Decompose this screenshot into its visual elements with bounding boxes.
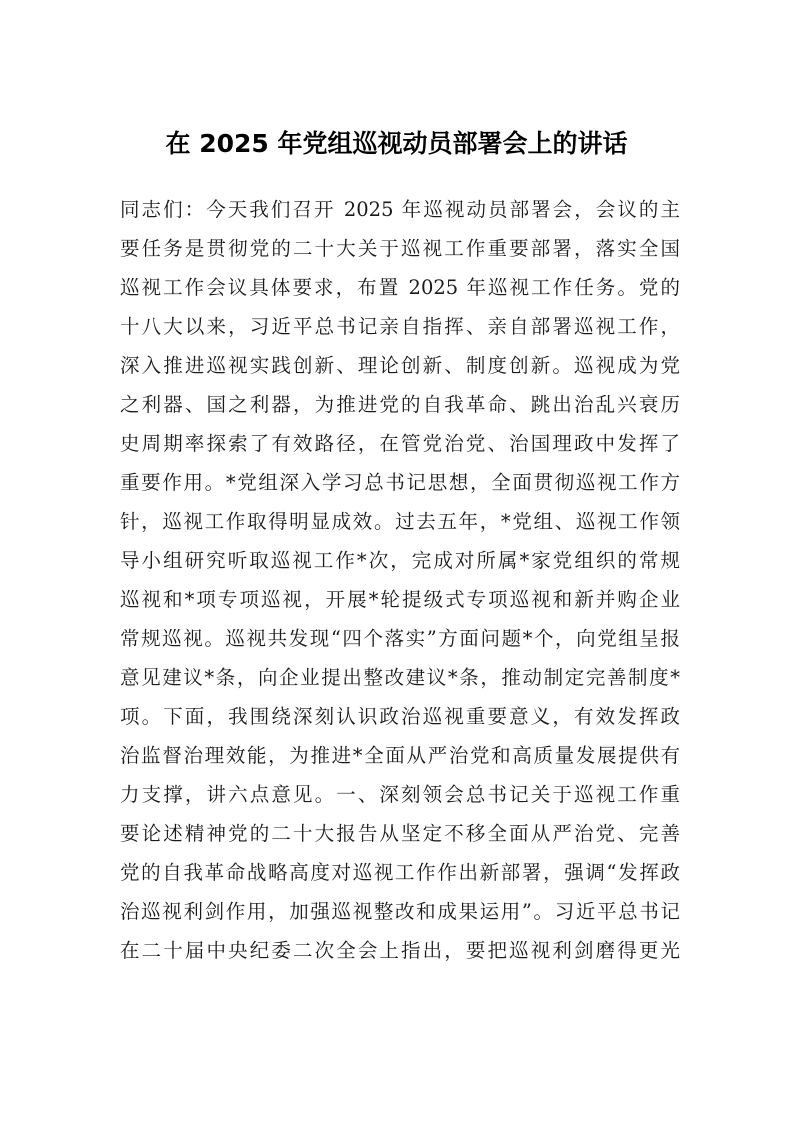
body-line: 力支撑，讲六点意见。一、深刻领会总书记关于巡视工作重	[120, 783, 680, 806]
body-line: 要论述精神党的二十大报告从坚定不移全面从严治党、完善	[120, 822, 680, 845]
body-line: 要任务是贯彻党的二十大关于巡视工作重要部署，落实全国	[120, 237, 680, 260]
body-line: 治监督治理效能，为推进*全面从严治党和高质量发展提供有	[120, 744, 680, 767]
body-line: 巡视工作会议具体要求，布置 2025 年巡视工作任务。党的	[120, 276, 680, 299]
body-line: 深入推进巡视实践创新、理论创新、制度创新。巡视成为党	[120, 354, 680, 377]
body-line: 史周期率探索了有效路径，在管党治党、治国理政中发挥了	[120, 432, 680, 455]
body-line: 党的自我革命战略高度对巡视工作作出新部署，强调“发挥政	[120, 861, 680, 884]
body-line: 之利器、国之利器，为推进党的自我革命、跳出治乱兴衰历	[120, 393, 680, 416]
document-title: 在 2025 年党组巡视动员部署会上的讲话	[165, 129, 628, 158]
body-line: 在二十届中央纪委二次全会上指出，要把巡视利剑磨得更光	[120, 939, 680, 962]
body-line: 同志们：今天我们召开 2025 年巡视动员部署会，会议的主	[120, 198, 680, 221]
body-line: 治巡视利剑作用，加强巡视整改和成果运用”。习近平总书记	[120, 900, 680, 923]
body-line: 意见建议*条，向企业提出整改建议*条，推动制定完善制度*	[120, 666, 680, 689]
document-body	[120, 190, 680, 970]
body-line: 十八大以来，习近平总书记亲自指挥、亲自部署巡视工作，	[120, 315, 680, 338]
body-line: 项。下面，我围绕深刻认识政治巡视重要意义，有效发挥政	[120, 705, 680, 728]
body-line: 重要作用。*党组深入学习总书记思想，全面贯彻巡视工作方	[120, 471, 680, 494]
body-line: 针，巡视工作取得明显成效。过去五年，*党组、巡视工作领	[120, 510, 680, 533]
body-line: 导小组研究听取巡视工作*次，完成对所属*家党组织的常规	[120, 549, 680, 572]
body-line: 巡视和*项专项巡视，开展*轮提级式专项巡视和新并购企业	[120, 588, 680, 611]
body-line: 常规巡视。巡视共发现“四个落实”方面问题*个，向党组呈报	[120, 627, 680, 650]
